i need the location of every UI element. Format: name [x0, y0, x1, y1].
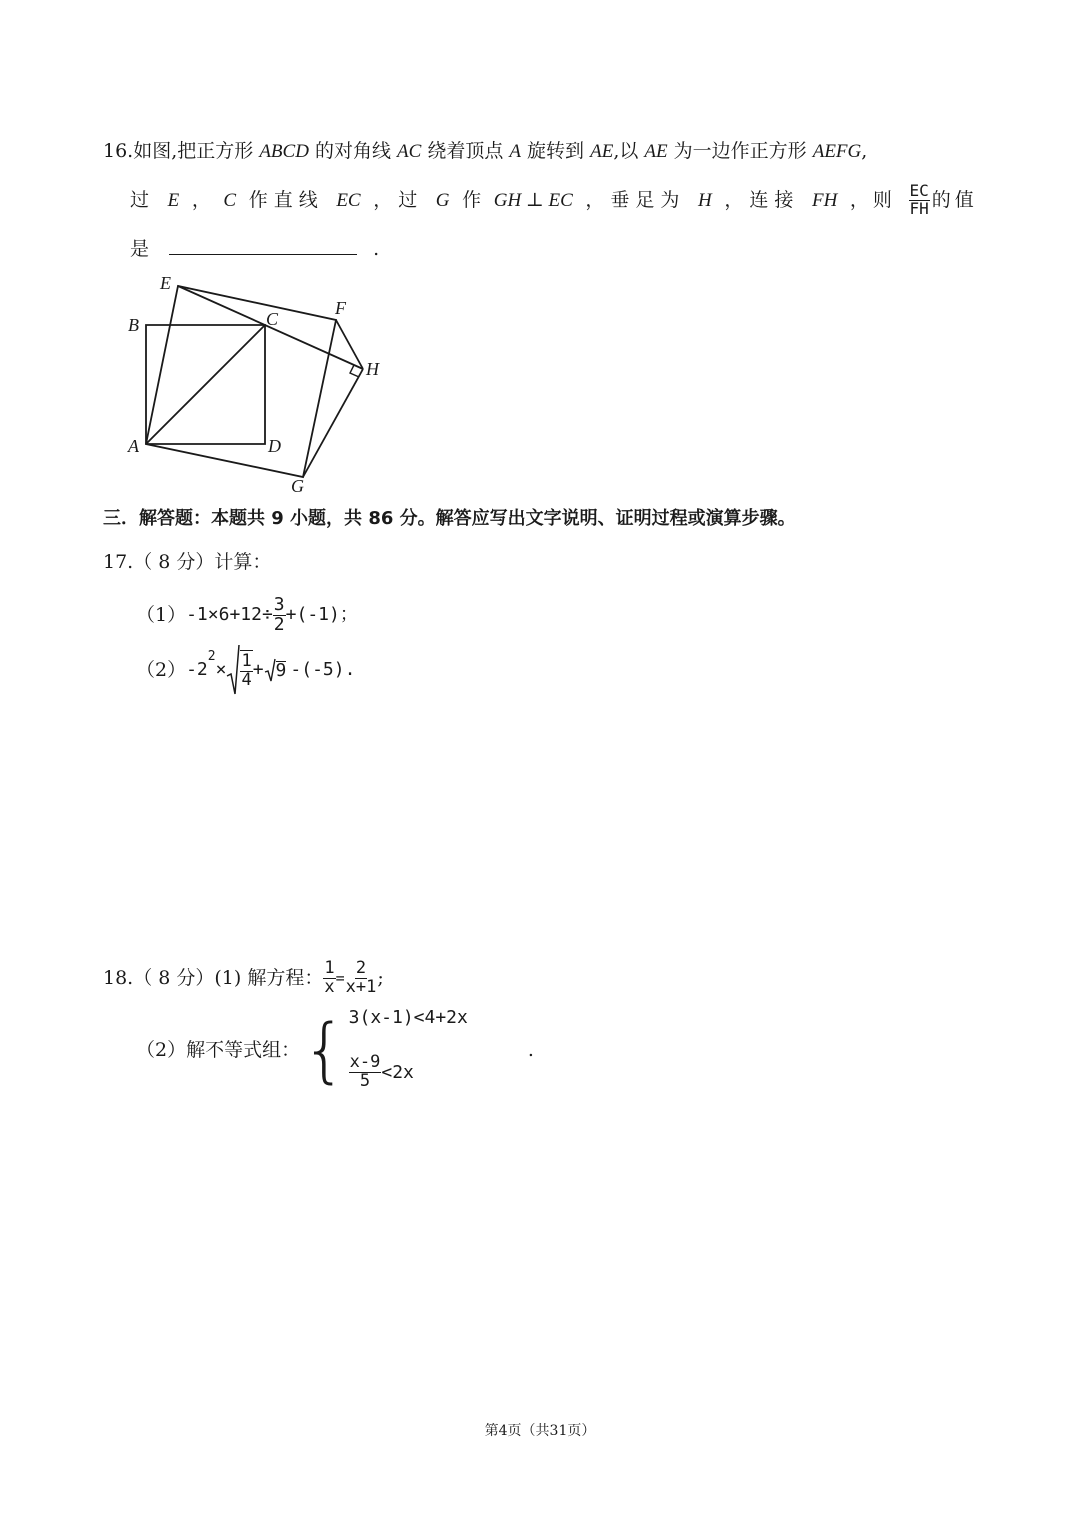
fraction-numerator: x-9 [349, 1052, 381, 1073]
fraction [240, 650, 252, 690]
label-d: D [268, 436, 281, 456]
text: ; [377, 966, 384, 989]
equals-sign: = [335, 968, 345, 987]
fraction-numerator: 3 [273, 593, 285, 615]
q16-line3 [130, 240, 379, 259]
sqrt-nine [264, 658, 287, 682]
text: . [373, 238, 380, 260]
q18-heading: 18.（ 8 分）(1) 解方程： [103, 966, 324, 989]
var: AE [644, 141, 668, 162]
inequality-system [349, 1009, 468, 1091]
diagonal-ac [146, 325, 265, 444]
var: ABCD [259, 141, 309, 162]
var: H [698, 189, 712, 211]
inequality-row-1: 3(x-1)<4+2x [348, 1007, 468, 1028]
label-h: H [366, 359, 379, 379]
text: 为一边作正方形 [667, 140, 813, 162]
expression: -1×6+12÷ [186, 604, 273, 625]
fraction-ec-fh [909, 180, 978, 218]
geometry-figure [120, 265, 400, 500]
answer-blank[interactable] [169, 253, 357, 255]
var: EC [336, 189, 361, 211]
expression: -2 [186, 659, 208, 680]
fraction-denominator: x [324, 976, 335, 997]
text: 绕着顶点 [421, 140, 510, 162]
var: G [435, 189, 450, 211]
label-g: G [291, 476, 304, 496]
text: ,以 [613, 140, 645, 162]
text: , [861, 140, 868, 162]
text: 作 [462, 188, 482, 211]
sqrt-one-quarter [226, 644, 252, 696]
q18-part2 [136, 1006, 534, 1094]
q16-line1 [103, 142, 867, 161]
var: A [509, 141, 521, 162]
text: ，过 [373, 188, 424, 211]
section-3-heading: 三．解答题：本题共 9 小题，共 86 分。解答应写出文字说明、证明过程或演算步骤。 [103, 508, 796, 529]
label-b: B [128, 315, 139, 335]
radical-sign-icon [264, 658, 276, 682]
text: ， [191, 188, 211, 211]
var: AEFG [812, 141, 862, 162]
var: AC [397, 141, 422, 162]
line-fh [336, 320, 363, 369]
text: 旋转到 [521, 140, 591, 162]
expression: <2x [381, 1061, 414, 1083]
text: ，垂足为 [585, 188, 686, 211]
text: 作直线 [248, 188, 324, 211]
text: ，连接 [724, 188, 800, 211]
text: 是 [130, 238, 150, 260]
line-gh [303, 369, 363, 477]
fraction-x9-5 [349, 1054, 382, 1091]
q16-number: 16. [103, 140, 134, 162]
expression: +(-1)； [285, 604, 358, 625]
var: FH [811, 189, 838, 211]
fraction-denominator: FH [909, 198, 929, 218]
text: 的值 [931, 188, 978, 211]
q17-heading: 17.（ 8 分）计算： [103, 551, 272, 573]
part-label: （2）解不等式组： [136, 1038, 301, 1061]
fraction-numerator: EC [909, 180, 929, 200]
page-footer: 第4页（共31页） [484, 1423, 596, 1439]
label-a: A [128, 436, 139, 456]
fraction-numerator: 1 [241, 651, 252, 672]
label-f: F [335, 298, 346, 318]
var: AE [590, 141, 614, 162]
text: ，则 [849, 188, 896, 211]
part-label: （2） [136, 658, 187, 681]
text: 如图,把正方形 [133, 140, 260, 162]
label-c: C [266, 309, 279, 329]
fraction [909, 180, 930, 218]
var: C [223, 189, 237, 211]
radical-sign-icon [226, 644, 240, 696]
var: GH ⊥ EC [493, 189, 573, 211]
label-e: E [160, 273, 171, 293]
fraction-numerator: 2 [355, 957, 367, 978]
fraction-denominator: 5 [359, 1071, 371, 1092]
fraction-2-xplus1 [345, 957, 378, 997]
fraction-denominator: x+1 [345, 976, 377, 997]
part-label: （1） [136, 603, 187, 626]
fraction-3-2 [273, 593, 286, 635]
left-brace-icon: { [302, 1009, 347, 1091]
fraction-numerator: 1 [324, 957, 335, 978]
text: . [527, 1038, 534, 1061]
text: 的对角线 [308, 140, 398, 162]
expression: + [252, 659, 264, 680]
radicand: 9 [275, 659, 287, 681]
fraction-1-x [323, 957, 335, 997]
q17-part1 [136, 592, 358, 638]
q18-part1 [103, 955, 384, 1001]
q17-part2 [136, 642, 355, 698]
exponent: 2 [207, 649, 216, 664]
fraction-denominator: 2 [273, 613, 285, 635]
q16-line2 [130, 178, 978, 222]
var: E [167, 189, 180, 211]
text: 过 [130, 188, 156, 211]
fraction-denominator: 4 [241, 670, 252, 690]
inequality-row-2 [349, 1054, 468, 1091]
expression: × [215, 659, 227, 680]
expression: -(-5). [290, 659, 356, 680]
